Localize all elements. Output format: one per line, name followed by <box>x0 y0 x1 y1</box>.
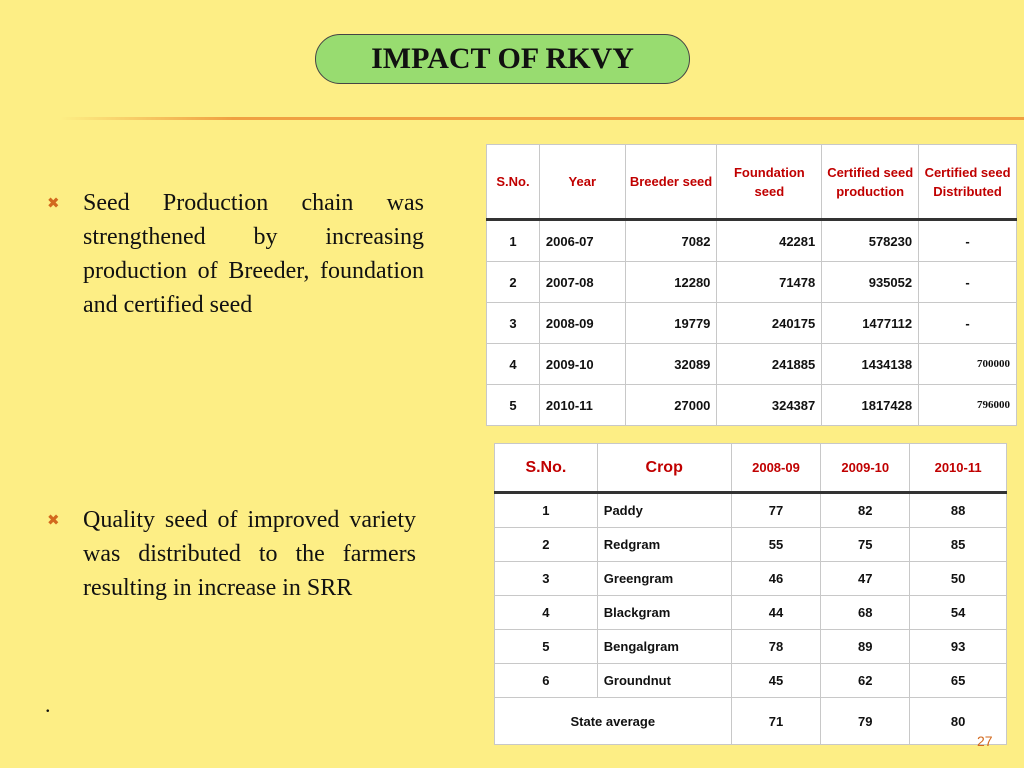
cell: 4 <box>487 344 540 385</box>
cell: 71478 <box>717 262 822 303</box>
table-row <box>495 630 1007 664</box>
cell: 65 <box>910 664 1007 698</box>
cell: 1477112 <box>822 303 919 344</box>
cell: Groundnut <box>597 664 731 698</box>
cell: 78 <box>731 630 821 664</box>
page-number: 27 <box>977 733 993 749</box>
table-row <box>495 664 1007 698</box>
cell: 44 <box>731 596 821 630</box>
cell: Greengram <box>597 562 731 596</box>
stray-dot: . <box>45 692 51 717</box>
cell: 5 <box>495 630 598 664</box>
cell: 45 <box>731 664 821 698</box>
cell: 4 <box>495 596 598 630</box>
cell: 1434138 <box>822 344 919 385</box>
cell: 82 <box>821 493 910 528</box>
cell: 46 <box>731 562 821 596</box>
bullet-quality-seed <box>47 503 416 605</box>
cell: 240175 <box>717 303 822 344</box>
header-certified-production: Certified seed production <box>822 145 919 220</box>
cell: 54 <box>910 596 1007 630</box>
table-header-row <box>495 444 1007 493</box>
cell: 324387 <box>717 385 822 426</box>
cell: 89 <box>821 630 910 664</box>
header-sno: S.No. <box>495 444 598 493</box>
cell: 85 <box>910 528 1007 562</box>
cell: 241885 <box>717 344 822 385</box>
cell: 12280 <box>625 262 717 303</box>
cell: 6 <box>495 664 598 698</box>
cell: 3 <box>495 562 598 596</box>
state-average-row <box>495 698 1007 745</box>
cell: 2006-07 <box>539 220 625 262</box>
cell: 93 <box>910 630 1007 664</box>
table-row <box>495 528 1007 562</box>
bullet-text: Seed Production chain was strengthened by increasing production of Breeder, foundation and certified seed <box>83 190 424 318</box>
header-2010-11: 2010-11 <box>910 444 1007 493</box>
header-sno: S.No. <box>487 145 540 220</box>
table-row <box>495 493 1007 528</box>
state-average-label: State average <box>495 698 732 745</box>
header-2009-10: 2009-10 <box>821 444 910 493</box>
header-certified-distributed: Certified seed Distributed <box>919 145 1017 220</box>
table-row <box>487 262 1017 303</box>
cell: 2 <box>487 262 540 303</box>
cell: 32089 <box>625 344 717 385</box>
cell: - <box>919 303 1017 344</box>
cell: 3 <box>487 303 540 344</box>
slide-title: IMPACT OF RKVY <box>315 34 690 84</box>
cell: 1 <box>487 220 540 262</box>
cell: Blackgram <box>597 596 731 630</box>
cell: 2008-09 <box>539 303 625 344</box>
bullet-seed-production <box>47 186 424 322</box>
cell: 2009-10 <box>539 344 625 385</box>
seed-production-table <box>486 144 1017 426</box>
cell: Bengalgram <box>597 630 731 664</box>
table-row <box>487 385 1017 426</box>
cell: 71 <box>731 698 821 745</box>
cell: 47 <box>821 562 910 596</box>
header-2008-09: 2008-09 <box>731 444 821 493</box>
cell: 62 <box>821 664 910 698</box>
cell: 42281 <box>717 220 822 262</box>
cell: Redgram <box>597 528 731 562</box>
cell: 19779 <box>625 303 717 344</box>
title-divider <box>60 117 1024 120</box>
table-row <box>495 562 1007 596</box>
cell: 80 <box>910 698 1007 745</box>
header-crop: Crop <box>597 444 731 493</box>
cell: - <box>919 262 1017 303</box>
bullet-text: Quality seed of improved variety was distributed to the farmers resulting in increase in SRR <box>83 507 416 601</box>
table-row <box>495 596 1007 630</box>
cell: 578230 <box>822 220 919 262</box>
table-row <box>487 344 1017 385</box>
header-foundation-seed: Foundation seed <box>717 145 822 220</box>
cell: Paddy <box>597 493 731 528</box>
cell: 5 <box>487 385 540 426</box>
cell: 88 <box>910 493 1007 528</box>
cell: 2010-11 <box>539 385 625 426</box>
bullet-x-icon: ✖ <box>47 194 60 212</box>
srr-table <box>494 443 1007 745</box>
table-row <box>487 303 1017 344</box>
cell: 796000 <box>919 385 1017 426</box>
cell: 50 <box>910 562 1007 596</box>
cell: 2 <box>495 528 598 562</box>
cell: 27000 <box>625 385 717 426</box>
bullet-x-icon: ✖ <box>47 511 60 529</box>
cell: 1 <box>495 493 598 528</box>
cell: - <box>919 220 1017 262</box>
cell: 1817428 <box>822 385 919 426</box>
cell: 77 <box>731 493 821 528</box>
header-year: Year <box>539 145 625 220</box>
cell: 75 <box>821 528 910 562</box>
table-header-row <box>487 145 1017 220</box>
header-breeder-seed: Breeder seed <box>625 145 717 220</box>
table-row <box>487 220 1017 262</box>
cell: 700000 <box>919 344 1017 385</box>
cell: 79 <box>821 698 910 745</box>
cell: 55 <box>731 528 821 562</box>
cell: 935052 <box>822 262 919 303</box>
cell: 68 <box>821 596 910 630</box>
cell: 2007-08 <box>539 262 625 303</box>
cell: 7082 <box>625 220 717 262</box>
